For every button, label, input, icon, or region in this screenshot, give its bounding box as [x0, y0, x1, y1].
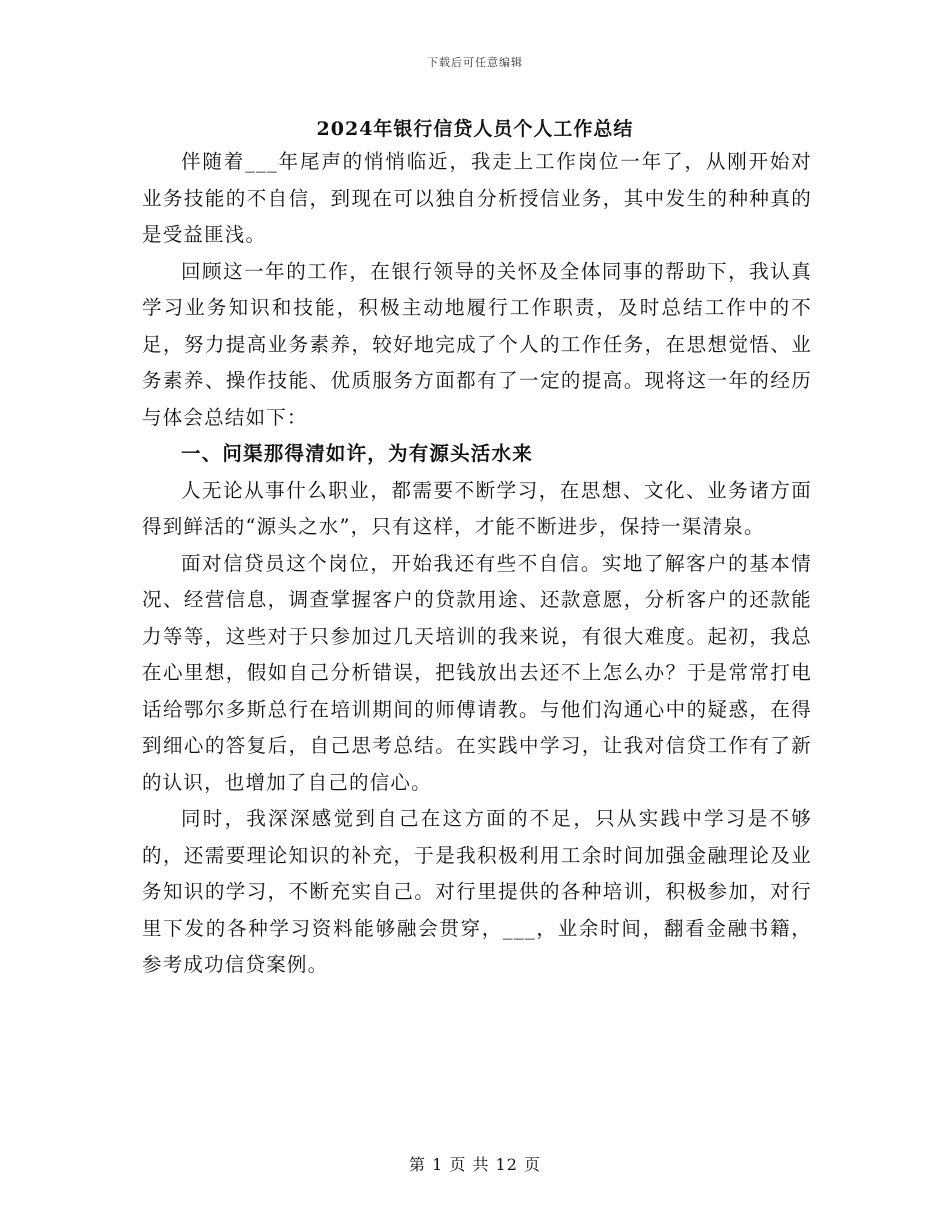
- paragraph-confidence: 面对信贷员这个岗位，开始我还有些不自信。实地了解客户的基本情况、经营信息，调查掌握客户的贷款用途、还款意愿，分析客户的还款能力等等，这些对于只参加过几天培训的我来说，有很大难度。起初，我总在心里想，假如自己分析错误，把钱放出去还不上怎么办？于是常常打电话给鄂尔多斯总行在培训期间的师傅请教。与他们沟通心中的疑惑，在得到细心的答复后，自己思考总结。在实践中学习，让我对信贷工作有了新的认识，也增加了自己的信心。: [142, 551, 812, 794]
- paragraph-intro: 伴随着___年尾声的悄悄临近，我走上工作岗位一年了，从刚开始对业务技能的不自信，到现在可以独自分析授信业务，其中发生的种种真的是受益匪浅。: [142, 150, 812, 246]
- section-heading-1: 一、问渠那得清如许，为有源头活水来: [181, 442, 533, 465]
- paragraph-learning: 人无论从事什么职业，都需要不断学习，在思想、文化、业务诸方面得到鲜活的“源头之水”，只有这样，才能不断进步，保持一渠清泉。: [142, 478, 812, 538]
- page-footer: 第 1 页 共 12 页: [409, 1155, 541, 1174]
- document-title: 2024年银行信贷人员个人工作总结: [316, 118, 634, 140]
- paragraph-review: 回顾这一年的工作，在银行领导的关怀及全体同事的帮助下，我认真学习业务知识和技能，积极主动地履行工作职责，及时总结工作中的不足，努力提高业务素养，较好地完成了个人的工作任务，在思想觉悟、业务素养、操作技能、优质服务方面都有了一定的提高。现将这一年的经历与体会总结如下：: [142, 259, 812, 429]
- header-note: 下载后可任意编辑: [427, 56, 523, 69]
- document-body: [142, 144, 812, 984]
- paragraph-theory: 同时，我深深感觉到自己在这方面的不足，只从实践中学习是不够的，还需要理论知识的补充，于是我积极利用工余时间加强金融理论及业务知识的学习，不断充实自己。对行里提供的各种培训，积极参加，对行里下发的各种学习资料能够融会贯穿，___，业余时间，翻看金融书籍，参考成功信贷案例。: [142, 807, 812, 976]
